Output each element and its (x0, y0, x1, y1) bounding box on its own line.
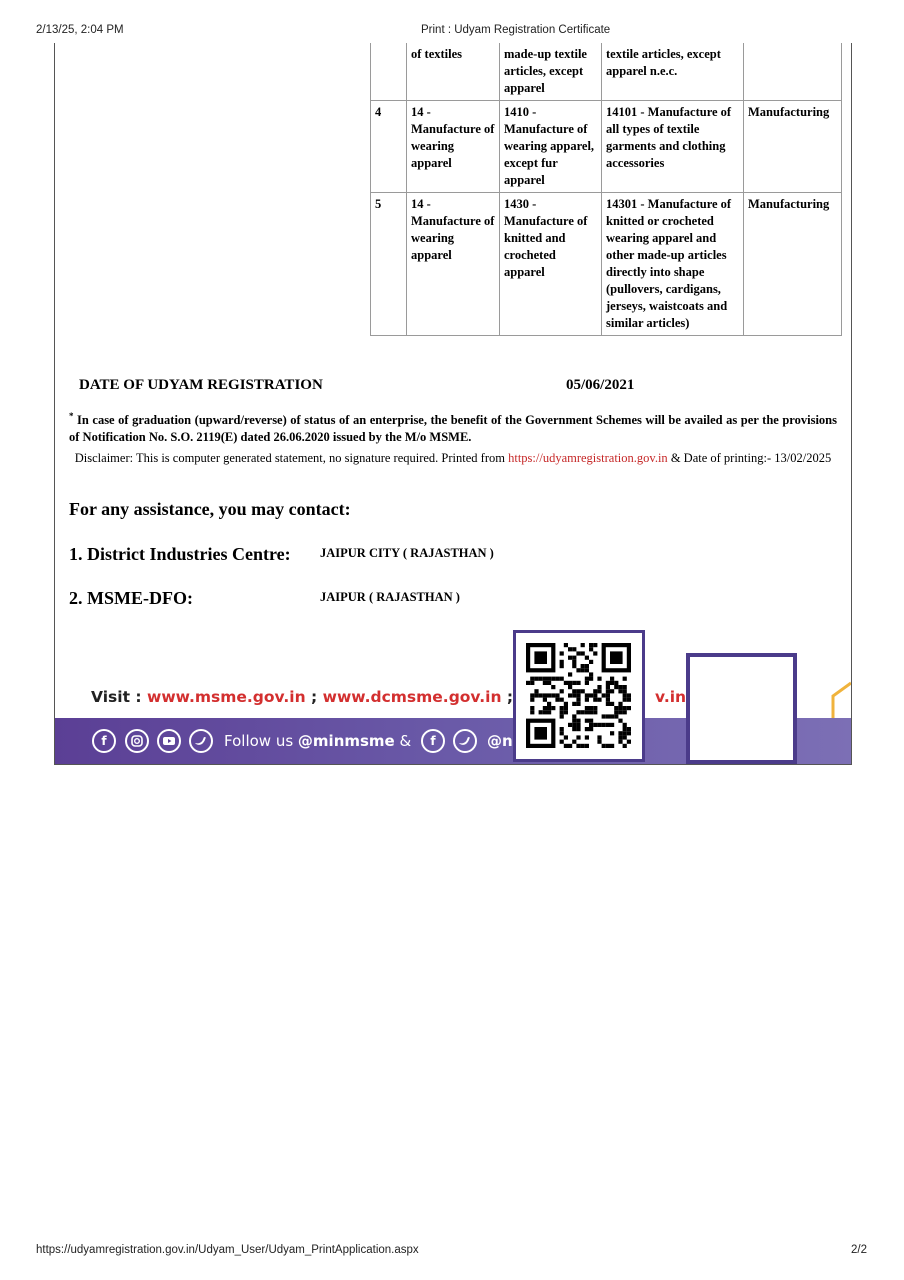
contact-value-dic: JAIPUR CITY ( RAJASTHAN ) (320, 546, 494, 560)
nic2-cell: of textiles (407, 43, 500, 101)
handle-start[interactable]: @n (487, 732, 513, 750)
visit-line (91, 688, 687, 706)
graduation-note (69, 408, 837, 446)
twitter-icon[interactable] (189, 729, 213, 753)
second-handle (487, 732, 513, 750)
contact-label-dic: 1. District Industries Centre: (69, 544, 291, 564)
registration-date-label: DATE OF UDYAM REGISTRATION (79, 377, 323, 393)
activity-cell (744, 43, 842, 101)
contact-value-msme-dfo: JAIPUR ( RAJASTHAN ) (320, 590, 460, 604)
photo-frame (686, 653, 797, 764)
qr-code-icon (516, 633, 642, 759)
nic4-cell: 1430 - Manufacture of knitted and crocheted apparel (500, 193, 602, 336)
table-row (371, 193, 842, 336)
nic5-cell: textile articles, except apparel n.e.c. (602, 43, 744, 101)
registration-date-value: 05/06/2021 (566, 377, 635, 393)
follow-line (224, 732, 411, 750)
instagram-icon[interactable] (125, 729, 149, 753)
third-link-end[interactable]: v.in (655, 688, 687, 706)
print-title: Print : Udyam Registration Certificate (421, 24, 611, 36)
sno-cell (371, 43, 407, 101)
activity-cell: Manufacturing (744, 101, 842, 193)
separator: ; (311, 688, 318, 706)
handle-minmsme[interactable]: @minmsme (297, 732, 395, 750)
qr-code (513, 630, 645, 762)
facebook-icon[interactable]: f (421, 729, 445, 753)
nic2-cell: 14 - Manufacture of wearing apparel (407, 101, 500, 193)
table-row (371, 101, 842, 193)
page-number: 2/2 (851, 1244, 867, 1256)
activity-cell: Manufacturing (744, 193, 842, 336)
print-timestamp: 2/13/25, 2:04 PM (36, 24, 124, 36)
footer-url: https://udyamregistration.gov.in/Udyam_User/Udyam_PrintApplication.aspx (36, 1244, 419, 1256)
note-marker: * (69, 411, 74, 421)
twitter-icon[interactable] (453, 729, 477, 753)
separator: ; (506, 688, 514, 706)
udyam-portal-link[interactable]: https://udyamregistration.gov.in (508, 451, 668, 465)
nic4-cell: made-up textile articles, except apparel (500, 43, 602, 101)
note-text: In case of graduation (upward/reverse) of status of an enterprise, the benefit of the Government Schemes will be availed as per the provisions of Notification No. S.O. 2119(E) dated 26.06.2020 issued by the M/o MSME. (69, 413, 838, 445)
disclaimer-print-date: & Date of printing:- 13/02/2025 (667, 451, 832, 465)
nic4-cell: 1410 - Manufacture of wearing apparel, except fur apparel (500, 101, 602, 193)
facebook-icon[interactable]: f (92, 729, 116, 753)
disclaimer-text: Disclaimer: This is computer generated statement, no signature required. Printed from (74, 451, 509, 465)
nic5-cell: 14101 - Manufacture of all types of textile garments and clothing accessories (602, 101, 744, 193)
nic2-cell: 14 - Manufacture of wearing apparel (407, 193, 500, 336)
sno-cell: 4 (371, 101, 407, 193)
nic5-cell: 14301 - Manufacture of knitted or crocheted wearing apparel and other made-up articles directly into shape (pullovers, cardigans, jerseys, waistcoats and similar articles) (602, 193, 744, 336)
nic-table (370, 43, 842, 336)
follow-text: Follow us (224, 732, 294, 750)
msme-banner (55, 630, 851, 764)
dcmsme-link[interactable]: www.dcmsme.gov.in (322, 688, 502, 706)
visit-label: Visit : (91, 688, 142, 706)
sno-cell: 5 (371, 193, 407, 336)
assistance-heading: For any assistance, you may contact: (69, 499, 351, 519)
youtube-icon[interactable] (157, 729, 181, 753)
contact-label-msme-dfo: 2. MSME-DFO: (69, 588, 193, 608)
ampersand: & (399, 732, 412, 750)
disclaimer (69, 450, 837, 467)
table-row (371, 43, 842, 101)
msme-link[interactable]: www.msme.gov.in (147, 688, 306, 706)
